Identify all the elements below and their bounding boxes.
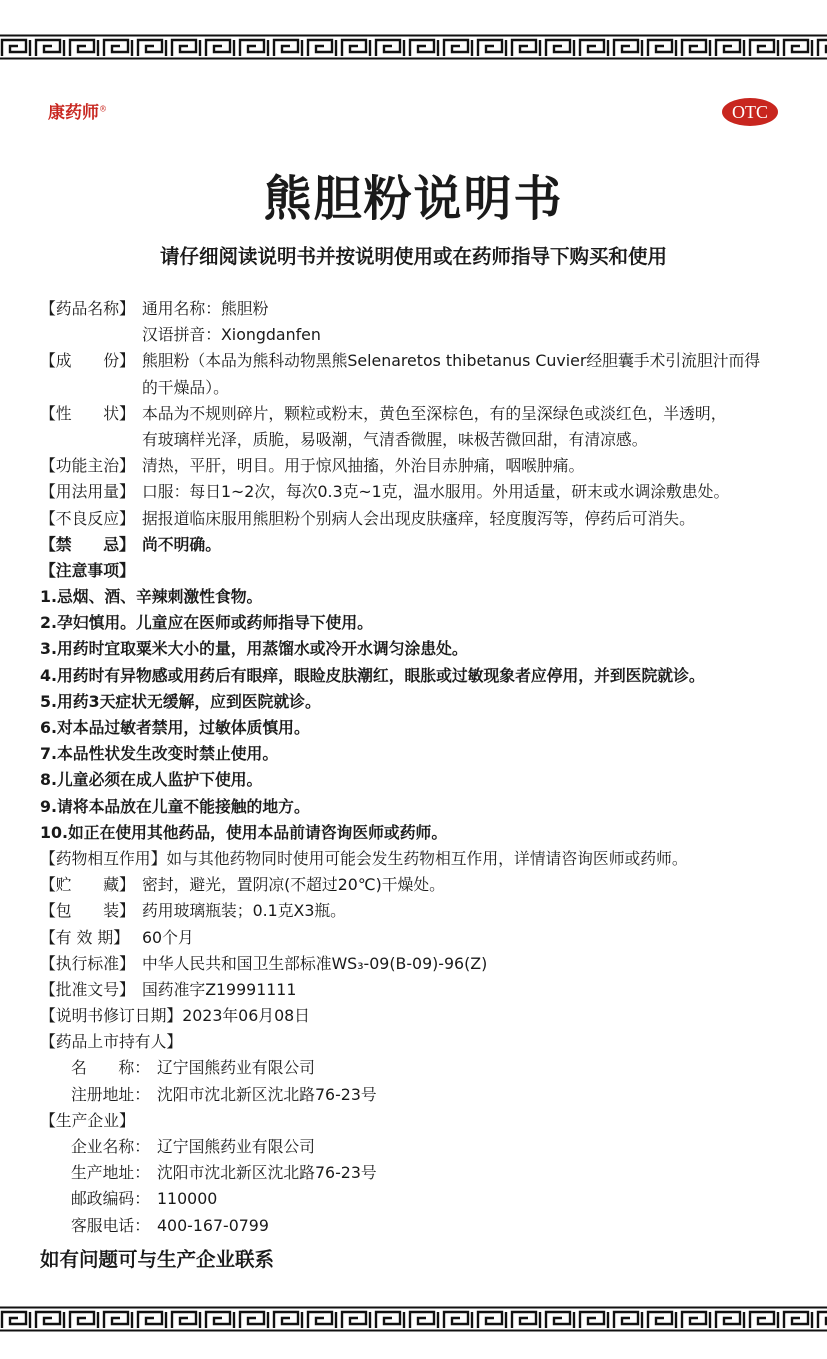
composition-text: 熊胆粉（本品为熊科动物黑熊Selenaretos thibetanus Cuvier经胆囊手术引流胆汁而得 bbox=[142, 351, 761, 371]
contraindications-text: 尚不明确。 bbox=[142, 534, 221, 554]
precaution-item: 4.用药时有异物感或用药后有眼痒，眼睑皮肤潮红，眼胀或过敏现象者应停用，并到医院就诊。 bbox=[40, 665, 705, 685]
precautions-label: 【注意事项】 bbox=[40, 560, 135, 580]
field-key: 名 称： bbox=[71, 1058, 150, 1078]
manufacturer-address-row bbox=[40, 1160, 800, 1186]
decorative-border-top bbox=[0, 34, 827, 60]
field-key: 客服电话： bbox=[71, 1215, 150, 1235]
dosage-row bbox=[40, 479, 800, 505]
section-label: 【用法用量】 bbox=[40, 482, 135, 502]
section-label: 【包 装】 bbox=[40, 901, 135, 921]
precaution-item: 6.对本品过敏者禁用，过敏体质慎用。 bbox=[40, 718, 310, 737]
composition-row bbox=[40, 348, 800, 374]
standard-text: 中华人民共和国卫生部标准WS₃-09(B-09)-96(Z) bbox=[142, 953, 488, 973]
manufacturer-phone-row bbox=[40, 1213, 800, 1239]
manufacturer-postcode-row bbox=[40, 1186, 800, 1212]
pinyin-name: 汉语拼音：Xiongdanfen bbox=[142, 325, 321, 345]
precaution-item: 7.本品性状发生改变时禁止使用。 bbox=[40, 744, 279, 764]
contraindications-row bbox=[40, 532, 800, 558]
indications-text: 清热，平肝，明目。用于惊风抽搐，外治目赤肿痛，咽喉肿痛。 bbox=[142, 456, 585, 476]
adverse-row bbox=[40, 506, 800, 532]
holder-name: 辽宁国熊药业有限公司 bbox=[157, 1058, 315, 1078]
storage-row bbox=[40, 872, 800, 898]
page-subtitle: 请仔细阅读说明书并按说明使用或在药师指导下购买和使用 bbox=[159, 245, 667, 268]
generic-name: 通用名称：熊胆粉 bbox=[142, 299, 269, 318]
precaution-item: 9.请将本品放在儿童不能接触的地方。 bbox=[40, 796, 310, 816]
revision-date: 2023年06月08日 bbox=[182, 1006, 310, 1026]
holder-name-row bbox=[40, 1055, 800, 1081]
section-label: 【性 状】 bbox=[40, 403, 135, 423]
package-row bbox=[40, 898, 800, 924]
approval-row bbox=[40, 977, 800, 1003]
precaution-item: 10.如正在使用其他药品，使用本品前请咨询医师或药师。 bbox=[40, 822, 448, 842]
composition-text-cont: 的干燥品）。 bbox=[142, 377, 229, 397]
leaflet-body bbox=[40, 296, 800, 1275]
precaution-item: 2.孕妇慎用。儿童应在医师或药师指导下使用。 bbox=[40, 613, 373, 633]
interactions-text: 如与其他药物同时使用可能会发生药物相互作用，详情请咨询医师或药师。 bbox=[166, 848, 688, 868]
precaution-item: 3.用药时宜取粟米大小的量，用蒸馏水或冷开水调匀涂患处。 bbox=[40, 639, 468, 659]
precaution-item: 8.儿童必须在成人监护下使用。 bbox=[40, 770, 263, 790]
approval-text: 国药准字Z19991111 bbox=[142, 979, 297, 999]
section-label: 【说明书修订日期】 bbox=[40, 1006, 183, 1026]
description-text: 本品为不规则碎片，颗粒或粉末，黄色至深棕色，有的呈深绿色或淡红色，半透明， bbox=[142, 403, 727, 423]
section-label: 【贮 藏】 bbox=[40, 875, 135, 895]
standard-row bbox=[40, 951, 800, 977]
storage-text: 密封，避光，置阴凉(不超过20℃)干燥处。 bbox=[142, 875, 445, 895]
contact-note: 如有问题可与生产企业联系 bbox=[40, 1247, 275, 1271]
holder-address: 沈阳市沈北新区沈北路76-23号 bbox=[157, 1084, 377, 1104]
section-label: 【执行标准】 bbox=[40, 953, 135, 973]
decorative-border-bottom bbox=[0, 1306, 827, 1332]
field-key: 企业名称： bbox=[71, 1137, 150, 1156]
adverse-text: 据报道临床服用熊胆粉个别病人会出现皮肤瘙痒，轻度腹泻等，停药后可消失。 bbox=[142, 508, 695, 528]
package-text: 药用玻璃瓶装；0.1克X3瓶。 bbox=[142, 901, 346, 921]
brand-logo: 康药师® bbox=[48, 103, 107, 123]
manufacturer-phone: 400-167-0799 bbox=[157, 1215, 269, 1235]
section-label: 【禁 忌】 bbox=[40, 534, 135, 554]
section-label: 【药品名称】 bbox=[40, 299, 135, 318]
dosage-text: 口服：每日1~2次，每次0.3克~1克，温水服用。外用适量，研末或水调涂敷患处。 bbox=[142, 482, 730, 502]
precaution-item: 5.用药3天症状无缓解，应到医院就诊。 bbox=[40, 691, 321, 711]
section-label: 【批准文号】 bbox=[40, 979, 135, 999]
manufacturer-name-row bbox=[40, 1134, 800, 1160]
holder-address-row bbox=[40, 1082, 800, 1108]
section-label: 【不良反应】 bbox=[40, 508, 135, 528]
field-key: 注册地址： bbox=[71, 1084, 150, 1104]
precaution-item: 1.忌烟、酒、辛辣刺激性食物。 bbox=[40, 587, 263, 607]
manufacturer-label: 【生产企业】 bbox=[40, 1110, 135, 1130]
revision-row bbox=[40, 1003, 800, 1029]
field-key: 邮政编码： bbox=[71, 1189, 150, 1209]
interactions-row bbox=[40, 846, 800, 872]
manufacturer-postcode: 110000 bbox=[157, 1189, 218, 1209]
validity-text: 60个月 bbox=[142, 927, 194, 947]
field-key: 生产地址： bbox=[71, 1163, 150, 1183]
validity-row bbox=[40, 925, 800, 951]
section-label: 【成 份】 bbox=[40, 351, 135, 371]
manufacturer-address: 沈阳市沈北新区沈北路76-23号 bbox=[157, 1163, 377, 1183]
section-label: 【有 效 期】 bbox=[40, 927, 130, 947]
description-row bbox=[40, 401, 800, 427]
otc-badge: OTC bbox=[722, 98, 778, 126]
manufacturer-name: 辽宁国熊药业有限公司 bbox=[157, 1137, 315, 1156]
description-text-cont: 有玻璃样光泽，质脆，易吸潮，气清香微腥，味极苦微回甜，有清凉感。 bbox=[142, 429, 648, 449]
drug-name-row bbox=[40, 296, 800, 322]
holder-label: 【药品上市持有人】 bbox=[40, 1032, 183, 1052]
page-title: 熊胆粉说明书 bbox=[263, 171, 564, 227]
section-label: 【功能主治】 bbox=[40, 456, 135, 476]
indications-row bbox=[40, 453, 800, 479]
section-label: 【药物相互作用】 bbox=[40, 848, 167, 868]
